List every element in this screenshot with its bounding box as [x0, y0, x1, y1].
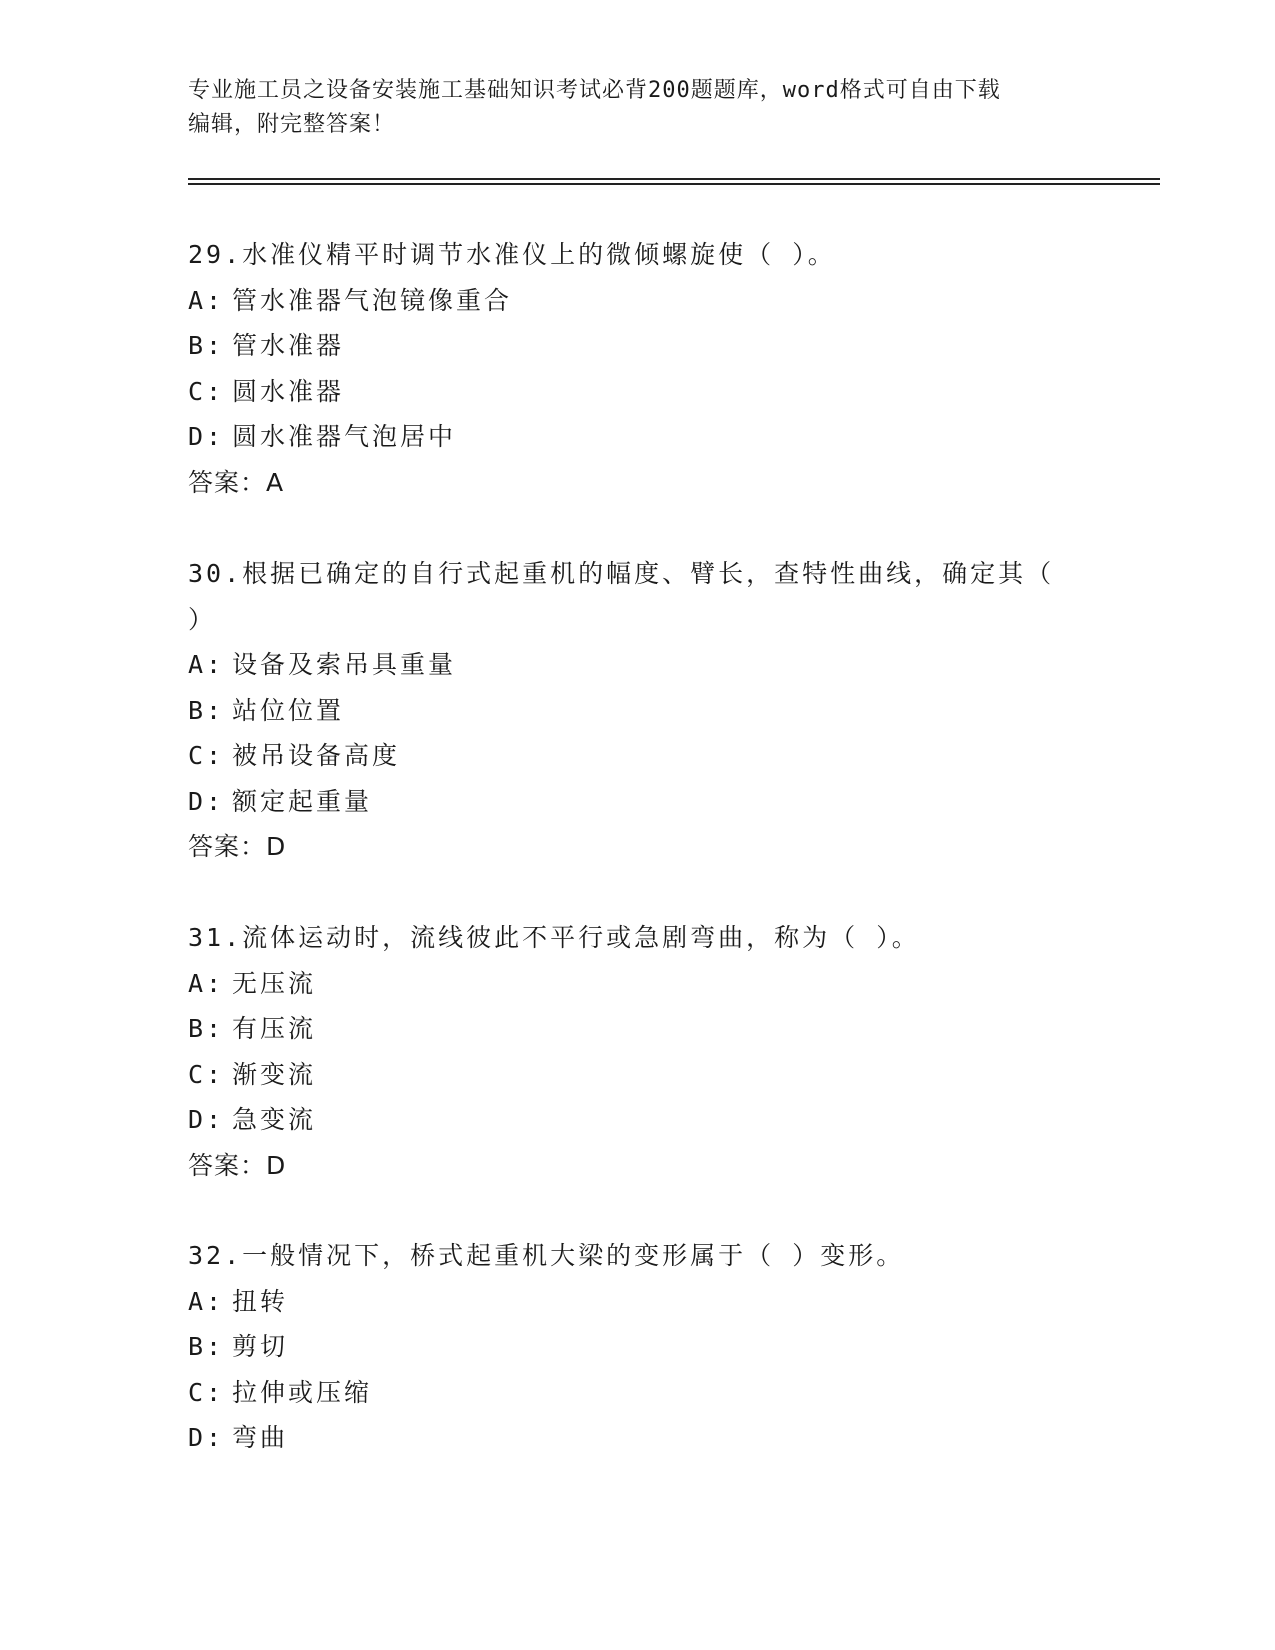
- option-text: 剪切: [232, 1332, 289, 1361]
- option-d: [188, 779, 1088, 825]
- option-key: C:: [188, 741, 225, 770]
- option-key: B:: [188, 331, 225, 360]
- option-key: B:: [188, 695, 225, 725]
- question-stem-continuation: ）: [188, 604, 217, 634]
- question-stem: 31.流体运动时，流线彼此不平行或急剧弯曲，称为（ ）。: [188, 923, 920, 952]
- question-block: [188, 915, 1088, 1188]
- option-d: [188, 1415, 1088, 1461]
- option-key: A:: [188, 1286, 225, 1316]
- option-text: 圆水准器气泡居中: [232, 422, 457, 451]
- option-text: 管水准器气泡镜像重合: [232, 285, 513, 315]
- option-key: B:: [188, 1014, 225, 1043]
- option-key: C:: [188, 376, 225, 406]
- option-a: [188, 1279, 1088, 1325]
- option-b: [188, 323, 1088, 369]
- option-key: D:: [188, 1105, 225, 1134]
- option-b: [188, 1006, 1088, 1052]
- document-header: [188, 74, 1088, 142]
- question-block: [188, 551, 1088, 870]
- option-b: [188, 688, 1088, 734]
- option-text: 扭转: [232, 1286, 289, 1316]
- option-key: D:: [188, 422, 225, 451]
- option-text: 无压流: [232, 968, 317, 998]
- question-stem: 32.一般情况下，桥式起重机大梁的变形属于（ ）变形。: [188, 1241, 905, 1270]
- header-divider-top: [188, 178, 1160, 180]
- option-key: C:: [188, 1059, 225, 1089]
- option-text: 管水准器: [232, 331, 345, 360]
- option-text: 弯曲: [232, 1423, 289, 1452]
- option-key: C:: [188, 1377, 225, 1407]
- option-a: [188, 642, 1088, 688]
- option-b: [188, 1324, 1088, 1370]
- option-key: D:: [188, 1423, 225, 1452]
- option-key: A:: [188, 650, 225, 679]
- answer-line: 答案：D: [188, 1150, 287, 1180]
- header-title-line-1: 专业施工员之设备安装施工基础知识考试必背200题题库，word格式可自由下载: [188, 78, 1001, 103]
- option-text: 被吊设备高度: [232, 741, 401, 770]
- option-key: D:: [188, 786, 225, 816]
- option-a: [188, 278, 1088, 324]
- header-divider-bottom: [188, 183, 1160, 185]
- option-text: 急变流: [232, 1105, 317, 1134]
- option-a: [188, 961, 1088, 1007]
- option-text: 设备及索吊具重量: [232, 650, 457, 679]
- option-key: A:: [188, 285, 225, 315]
- option-d: [188, 414, 1088, 460]
- option-c: [188, 733, 1088, 779]
- option-text: 有压流: [232, 1014, 317, 1043]
- option-c: [188, 1370, 1088, 1416]
- option-text: 渐变流: [232, 1059, 317, 1089]
- option-c: [188, 1052, 1088, 1098]
- question-stem: 30.根据已确定的自行式起重机的幅度、臂长，查特性曲线，确定其（: [188, 559, 1055, 588]
- question-block: [188, 1233, 1088, 1461]
- question-stem: 29.水准仪精平时调节水准仪上的微倾螺旋使（ ）。: [188, 240, 836, 269]
- question-block: [188, 232, 1088, 505]
- option-c: [188, 369, 1088, 415]
- option-key: A:: [188, 968, 225, 998]
- answer-line: 答案：D: [188, 832, 287, 861]
- option-d: [188, 1097, 1088, 1143]
- option-text: 拉伸或压缩: [232, 1377, 373, 1407]
- option-text: 站位位置: [232, 695, 345, 725]
- option-text: 圆水准器: [232, 376, 345, 406]
- option-key: B:: [188, 1332, 225, 1361]
- answer-line: 答案：A: [188, 467, 285, 497]
- header-title-line-2: 编辑，附完整答案！: [188, 112, 396, 137]
- option-text: 额定起重量: [232, 786, 373, 816]
